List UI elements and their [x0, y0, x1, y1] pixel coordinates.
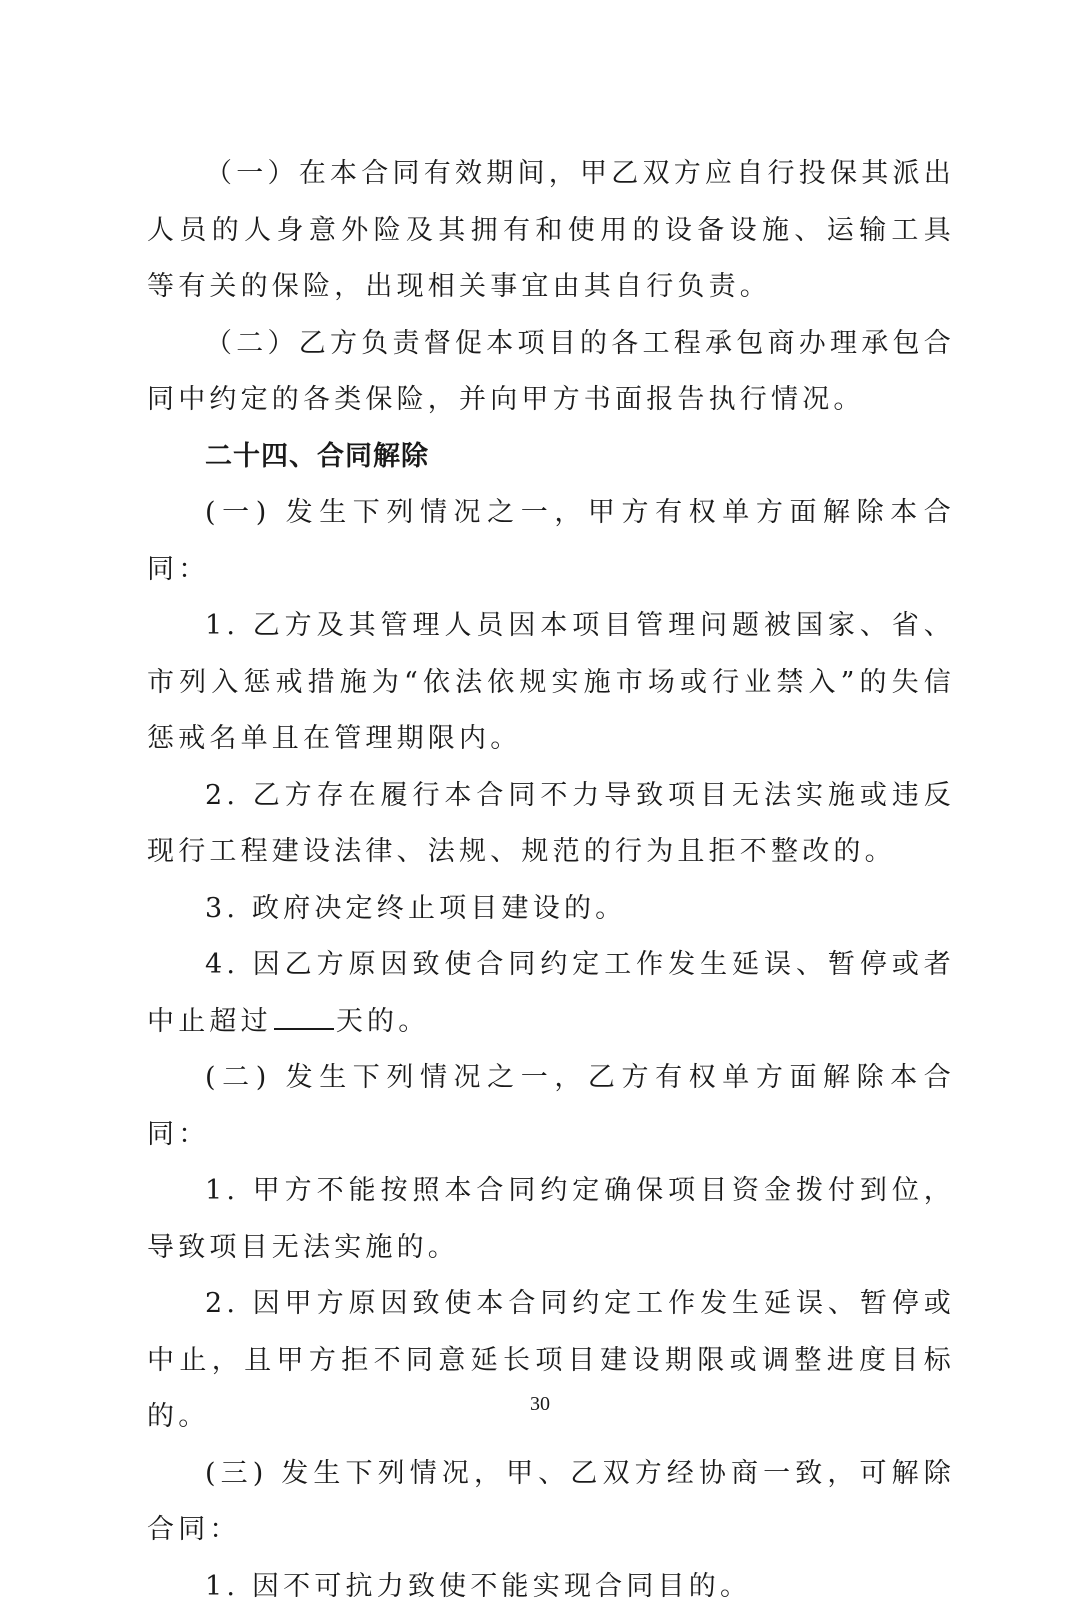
section-one-item-1: 1. 乙方及其管理人员因本项目管理问题被国家、省、市列入惩戒措施为“依法依规实施市场或行业禁入”的失信惩戒名单且在管理期限内。 [147, 598, 955, 768]
item-4-text-tail-end: 天的。 [336, 1006, 430, 1037]
fill-in-blank [274, 1004, 334, 1030]
section-one-item-4 [147, 937, 955, 1050]
section-one-intro: (一) 发生下列情况之一，甲方有权单方面解除本合同： [147, 485, 955, 598]
section-three-intro: (三) 发生下列情况，甲、乙双方经协商一致，可解除合同： [147, 1446, 955, 1559]
item-4-text-tail-start: 过 [241, 1006, 272, 1037]
section-one-item-3: 3. 政府决定终止项目建设的。 [147, 881, 955, 938]
section-heading: 二十四、合同解除 [147, 429, 955, 486]
section-two-item-1: 1. 甲方不能按照本合同约定确保项目资金拨付到位，导致项目无法实施的。 [147, 1163, 955, 1276]
section-two-intro: (二) 发生下列情况之一，乙方有权单方面解除本合同： [147, 1050, 955, 1163]
page-number: 30 [0, 1393, 1080, 1416]
section-three-item-1: 1. 因不可抗力致使不能实现合同目的。 [147, 1559, 955, 1615]
section-two-item-2: 2. 因甲方原因致使本合同约定工作发生延误、暂停或中止，且甲方拒不同意延长项目建设期限或调整进度目标的。 [147, 1276, 955, 1446]
paragraph-insurance-2: （二）乙方负责督促本项目的各工程承包商办理承包合同中约定的各类保险，并向甲方书面报告执行情况。 [147, 316, 955, 429]
item-4-text: 4. 因乙方原因致使合同约定工作发生延误、暂停或者中止超 [147, 949, 955, 1037]
section-one-item-2: 2. 乙方存在履行本合同不力导致项目无法实施或违反现行工程建设法律、法规、规范的行为且拒不整改的。 [147, 768, 955, 881]
paragraph-insurance-1: （一）在本合同有效期间，甲乙双方应自行投保其派出人员的人身意外险及其拥有和使用的设备设施、运输工具等有关的保险，出现相关事宜由其自行负责。 [147, 146, 955, 316]
